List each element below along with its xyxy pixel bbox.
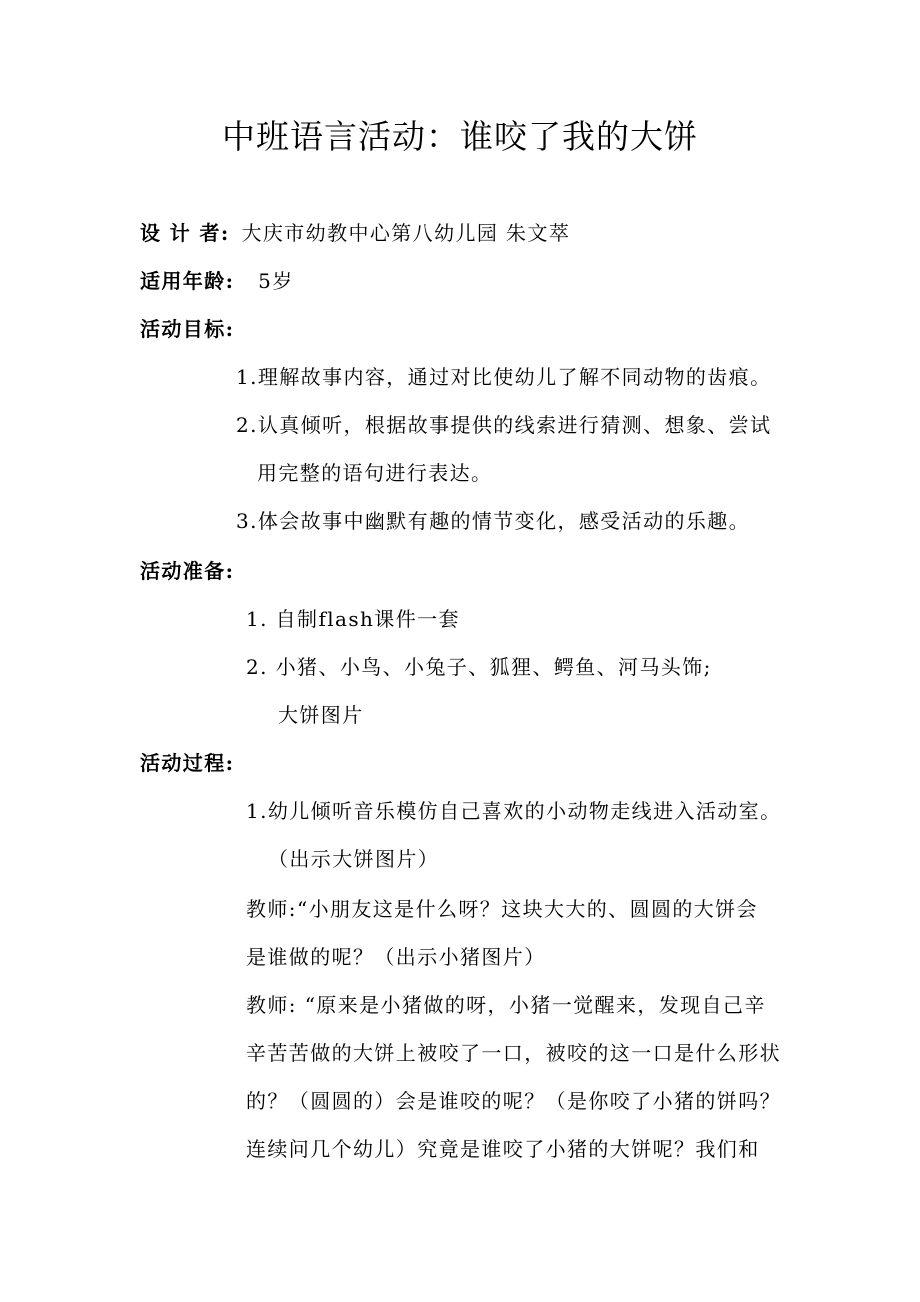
- age-label: 适用年龄:: [140, 269, 235, 293]
- preparation-item-continued: 大饼图片: [278, 703, 364, 727]
- process-line: （出示大饼图片）: [268, 847, 440, 871]
- goal-item: 3.体会故事中幽默有趣的情节变化，感受活动的乐趣。: [236, 509, 751, 533]
- preparation-item: 1. 自制flash课件一套: [246, 607, 460, 631]
- designer-label: 设 计 者:: [140, 221, 230, 245]
- process-line: 教师:“小朋友这是什么呀？这块大大的、圆圆的大饼会: [246, 897, 758, 921]
- process-label: 活动过程:: [140, 751, 235, 775]
- preparation-label: 活动准备:: [140, 559, 235, 583]
- process-line: 教师: “原来是小猪做的呀，小猪一觉醒来，发现自己辛: [246, 993, 766, 1017]
- goal-item: 1.理解故事内容，通过对比使幼儿了解不同动物的齿痕。: [236, 365, 772, 389]
- goal-item: 2.认真倾听，根据故事提供的线索进行猜测、想象、尝试: [236, 413, 772, 437]
- goals-label: 活动目标:: [140, 317, 235, 341]
- age-row: [140, 266, 294, 296]
- designer-value: 大庆市幼教中心第八幼儿园 朱文萃: [241, 221, 571, 245]
- document-title: 中班语言活动：谁咬了我的大饼: [222, 117, 698, 156]
- process-line: 辛苦苦做的大饼上被咬了一口，被咬的这一口是什么形状: [246, 1041, 781, 1065]
- process-line: 是谁做的呢？（出示小猪图片）: [246, 945, 546, 969]
- process-line: 1.幼儿倾听音乐模仿自己喜欢的小动物走线进入活动室。: [246, 799, 782, 823]
- process-line: 连续问几个幼儿）究竟是谁咬了小猪的大饼呢？我们和: [246, 1137, 760, 1161]
- process-line: 的？（圆圆的）会是谁咬的呢？（是你咬了小猪的饼吗？: [246, 1089, 781, 1113]
- designer-row: [140, 218, 570, 248]
- age-value: 5岁: [258, 269, 294, 293]
- goal-item-continued: 用完整的语句进行表达。: [257, 461, 493, 485]
- preparation-item: 2. 小猪、小鸟、小兔子、狐狸、鳄鱼、河马头饰;: [246, 655, 712, 679]
